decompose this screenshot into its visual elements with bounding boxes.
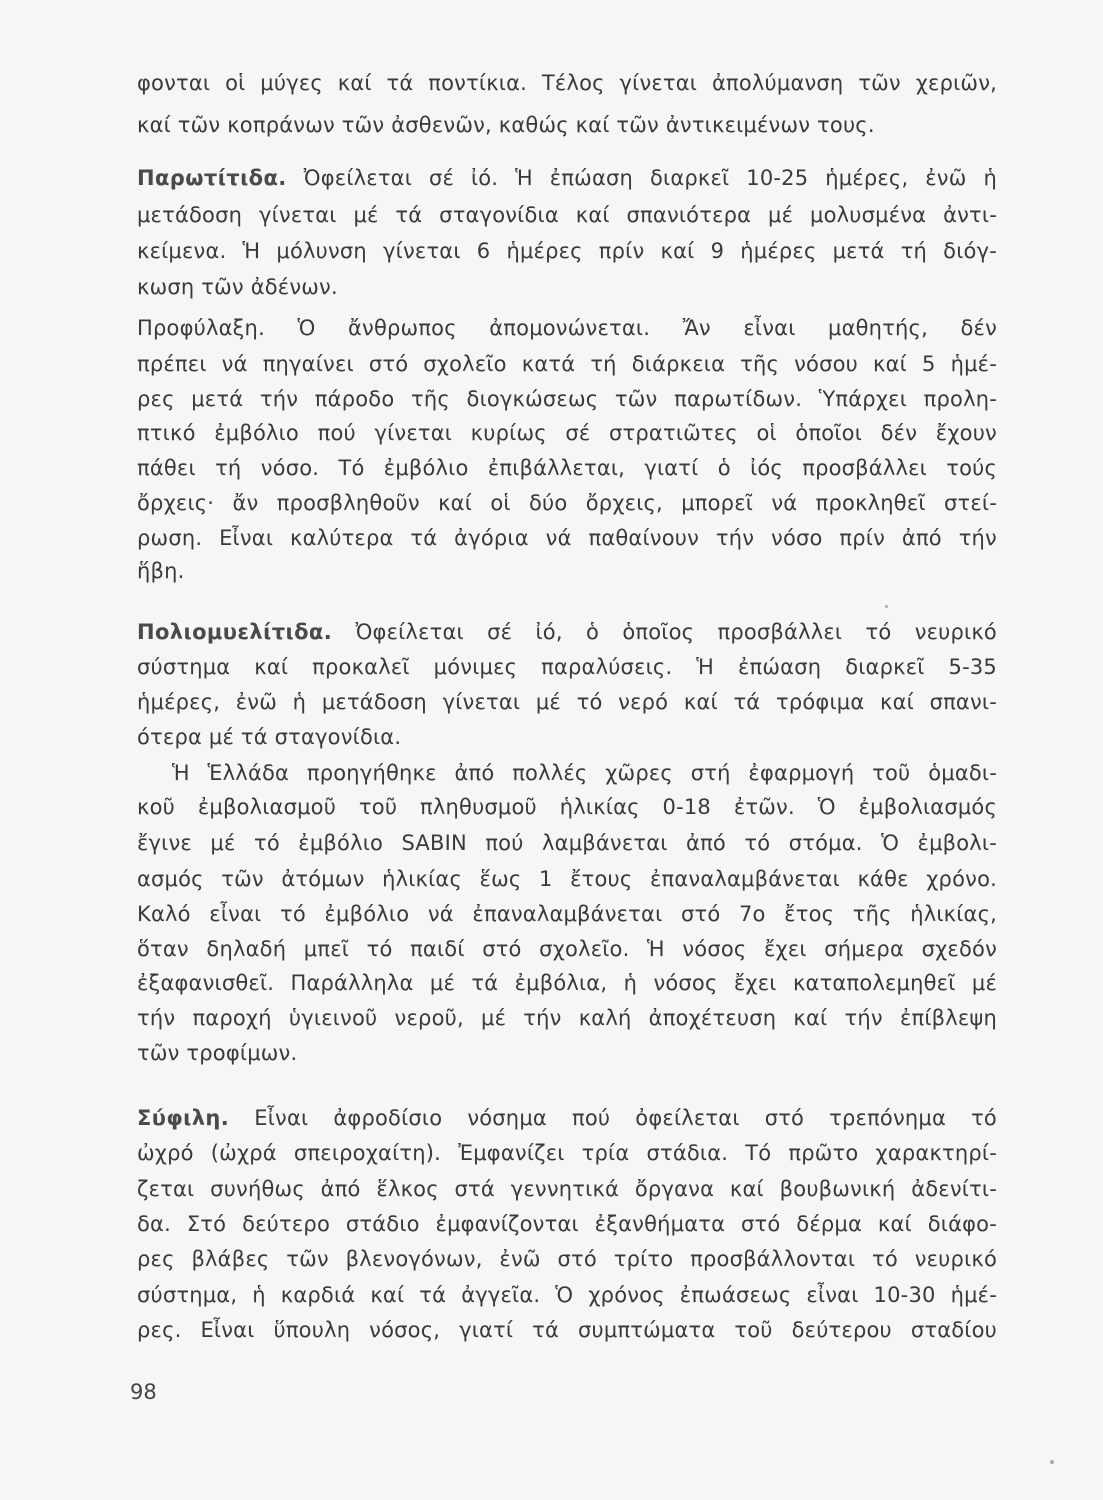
polio-heading: Πολιομυελίτιδα. [137, 620, 333, 644]
polio-greece-line-8: τήν παροχή ὑγιεινοῦ νεροῦ, μέ τήν καλή ἀποχέτευση καί τήν ἐπίβλεψη [137, 1006, 997, 1030]
intro-line-2: καί τῶν κοπράνων τῶν ἀσθενῶν, καθώς καί τῶν ἀντικειμένων τους. [137, 113, 875, 137]
syphilis-line-6: σύστημα, ἡ καρδιά καί τά ἀγγεῖα. Ὁ χρόνος ἐπωάσεως εἶναι 10-30 ἡμέ- [137, 1283, 997, 1307]
mumps-prevention-line-6: ὄρχεις· ἄν προσβληθοῦν καί οἱ δύο ὄρχεις, μπορεῖ νά προκληθεῖ στεί- [137, 491, 997, 515]
mumps-heading: Παρωτίτιδα. [137, 166, 287, 190]
syphilis-line-5: ρες βλάβες τῶν βλενογόνων, ἐνῶ στό τρίτο προσβάλλονται τό νευρικό [137, 1247, 997, 1271]
polio-line-3: ἡμέρες, ἐνῶ ἡ μετάδοση γίνεται μέ τό νερό καί τά τρόφιμα καί σπανι- [137, 690, 997, 714]
mumps-prevention-line-1: Προφύλαξη. Ὁ ἄνθρωπος ἀπομονώνεται. Ἄν εἶναι μαθητής, δέν [137, 316, 997, 340]
syphilis-heading: Σύφιλη. [137, 1106, 230, 1130]
mumps-line-2: μετάδοση γίνεται μέ τά σταγονίδια καί σπανιότερα μέ μολυσμένα ἀντι- [137, 203, 997, 227]
page-number: 98 [130, 1380, 157, 1404]
intro-line-1: φονται οἱ μύγες καί τά ποντίκια. Τέλος γίνεται ἀπολύμανση τῶν χεριῶν, [137, 71, 997, 95]
polio-first-line [137, 617, 997, 647]
polio-greece-line-5: Καλό εἶναι τό ἐμβόλιο νά ἐπαναλαμβάνεται στό 7ο ἔτος τῆς ἡλικίας, [137, 902, 997, 926]
syphilis-first-line [137, 1103, 997, 1133]
mumps-prevention-line-3: ρες μετά τήν πάροδο τῆς διογκώσεως τῶν παρωτίδων. Ὑπάρχει προλη- [137, 387, 997, 411]
mumps-line-1: Ὀφείλεται σέ ἰό. Ἡ ἐπώαση διαρκεῖ 10-25 ἡμέρες, ἐνῶ ἡ [303, 166, 997, 190]
syphilis-line-2: ὠχρό (ὠχρά σπειροχαίτη). Ἐμφανίζει τρία στάδια. Τό πρῶτο χαρακτηρί- [137, 1141, 997, 1165]
syphilis-line-3: ζεται συνήθως ἀπό ἕλκος στά γεννητικά ὄργανα καί βουβωνική ἀδενίτι- [137, 1177, 997, 1201]
syphilis-line-4: δα. Στό δεύτερο στάδιο ἐμφανίζονται ἐξανθήματα στό δέρμα καί διάφο- [137, 1212, 997, 1236]
mumps-prevention-line-2: πρέπει νά πηγαίνει στό σχολεῖο κατά τή διάρκεια τῆς νόσου καί 5 ἡμέ- [137, 352, 997, 376]
mumps-line-3: κείμενα. Ἡ μόλυνση γίνεται 6 ἡμέρες πρίν καί 9 ἡμέρες μετά τή διόγ- [137, 239, 997, 263]
syphilis-line-7: ρες. Εἶναι ὕπουλη νόσος, γιατί τά συμπτώματα τοῦ δεύτερου σταδίου [137, 1318, 997, 1342]
mumps-prevention-line-7: ρωση. Εἶναι καλύτερα τά ἀγόρια νά παθαίνουν τήν νόσο πρίν ἀπό τήν [137, 526, 997, 550]
mumps-prevention-line-5: πάθει τή νόσο. Τό ἐμβόλιο ἐπιβάλλεται, γιατί ὁ ἰός προσβάλλει τούς [137, 456, 997, 480]
polio-greece-line-1: Ἡ Ἑλλάδα προηγήθηκε ἀπό πολλές χῶρες στή ἐφαρμογή τοῦ ὁμαδι- [172, 761, 997, 785]
mumps-prevention-line-4: πτικό ἐμβόλιο πού γίνεται κυρίως σέ στρατιῶτες οἱ ὁποῖοι δέν ἔχουν [137, 421, 997, 445]
mumps-prevention-line-8: ἥβη. [137, 559, 185, 583]
polio-greece-line-6: ὅταν δηλαδή μπεῖ τό παιδί στό σχολεῖο. Ἡ νόσος ἔχει σήμερα σχεδόν [137, 937, 997, 961]
scan-speck [885, 605, 888, 608]
polio-line-2: σύστημα καί προκαλεῖ μόνιμες παραλύσεις. Ἡ ἐπώαση διαρκεῖ 5-35 [137, 655, 997, 679]
polio-greece-line-3: ἔγινε μέ τό ἐμβόλιο SABIN πού λαμβάνεται ἀπό τό στόμα. Ὁ ἐμβολι- [137, 831, 997, 855]
polio-greece-line-7: ἐξαφανισθεῖ. Παράλληλα μέ τά ἐμβόλια, ἡ νόσος ἔχει καταπολεμηθεῖ μέ [137, 971, 997, 995]
polio-greece-line-4: ασμός τῶν ἀτόμων ἡλικίας ἕως 1 ἔτους ἐπαναλαμβάνεται κάθε χρόνο. [137, 867, 997, 891]
polio-greece-line-9: τῶν τροφίμων. [137, 1041, 298, 1065]
mumps-first-line [137, 163, 997, 193]
polio-line-4: ότερα μέ τά σταγονίδια. [137, 725, 402, 749]
polio-greece-line-2: κοῦ ἐμβολιασμοῦ τοῦ πληθυσμοῦ ἡλικίας 0-18 ἐτῶν. Ὁ ἐμβολιασμός [137, 795, 997, 819]
scan-speck [1050, 1460, 1054, 1464]
mumps-line-4: κωση τῶν ἀδένων. [137, 275, 338, 299]
syphilis-line-1: Εἶναι ἀφροδίσιο νόσημα πού ὀφείλεται στό τρεπόνημα τό [254, 1106, 997, 1130]
polio-line-1: Ὀφείλεται σέ ἰό, ὁ ὁποῖος προσβάλλει τό νευρικό [355, 620, 997, 644]
